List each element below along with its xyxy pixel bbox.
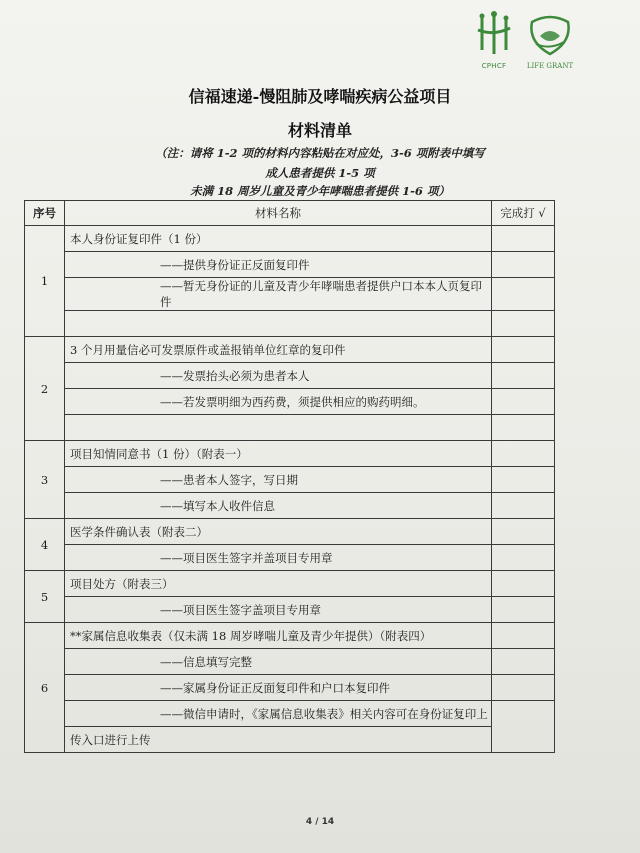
cphcf-logo-caption: CPHCF bbox=[481, 62, 507, 70]
item-sub-text: ——暂无身份证的儿童及青少年哮喘患者提供户口本本人页复印件 bbox=[65, 278, 492, 311]
spacer-cell bbox=[65, 311, 492, 337]
check-cell[interactable] bbox=[492, 649, 555, 675]
document-subtitle: 材料清单 bbox=[287, 121, 352, 140]
materials-table bbox=[24, 200, 555, 753]
life-grant-logo-caption: LIFE GRANT bbox=[526, 62, 574, 70]
note-line-2: 成人患者提供 1-5 项 bbox=[265, 166, 375, 180]
table-row bbox=[25, 389, 555, 415]
table-row bbox=[25, 278, 555, 311]
note-line-1: （注：请将 1-2 项的材料内容粘贴在对应处，3-6 项附表中填写 bbox=[155, 146, 485, 160]
item-number: 2 bbox=[25, 337, 65, 441]
check-cell[interactable] bbox=[492, 545, 555, 571]
document-title: 信福速递-慢阻肺及哮喘疾病公益项目 bbox=[188, 87, 452, 106]
item-sub-text: ——信息填写完整 bbox=[65, 649, 492, 675]
table-row bbox=[25, 649, 555, 675]
item-number: 1 bbox=[25, 226, 65, 337]
check-cell[interactable] bbox=[492, 571, 555, 597]
item-sub-text: ——患者本人签字，写日期 bbox=[65, 467, 492, 493]
check-cell[interactable] bbox=[492, 363, 555, 389]
item-sub-text: ——项目医生签字盖项目专用章 bbox=[65, 597, 492, 623]
table-row bbox=[25, 675, 555, 701]
table-row bbox=[25, 467, 555, 493]
table-row bbox=[25, 415, 555, 441]
page-number: 4 / 14 bbox=[305, 817, 335, 827]
check-cell[interactable] bbox=[492, 701, 555, 753]
life-grant-logo-icon bbox=[522, 12, 578, 58]
table-row bbox=[25, 571, 555, 597]
table-header-row bbox=[25, 201, 555, 226]
note-line-3: 未满 18 周岁儿童及青少年哮喘患者提供 1-6 项） bbox=[190, 184, 450, 198]
item-number: 4 bbox=[25, 519, 65, 571]
check-cell[interactable] bbox=[492, 226, 555, 252]
table-row bbox=[25, 727, 555, 753]
life-grant-logo bbox=[522, 12, 578, 70]
item-sub-text: ——发票抬头必须为患者本人 bbox=[65, 363, 492, 389]
check-cell[interactable] bbox=[492, 467, 555, 493]
header-check: 完成打 √ bbox=[492, 201, 555, 226]
table-row bbox=[25, 363, 555, 389]
item-main-text: **家属信息收集表（仅未满 18 周岁哮喘儿童及青少年提供）（附表四） bbox=[65, 623, 492, 649]
item-sub-text: ——提供身份证正反面复印件 bbox=[65, 252, 492, 278]
table-row bbox=[25, 311, 555, 337]
table-row bbox=[25, 226, 555, 252]
check-cell[interactable] bbox=[492, 278, 555, 311]
header-name: 材料名称 bbox=[65, 201, 492, 226]
table-row bbox=[25, 493, 555, 519]
check-cell[interactable] bbox=[492, 415, 555, 441]
item-number: 3 bbox=[25, 441, 65, 519]
spacer-cell bbox=[65, 415, 492, 441]
header-index: 序号 bbox=[25, 201, 65, 226]
check-cell[interactable] bbox=[492, 337, 555, 363]
table-row bbox=[25, 701, 555, 727]
check-cell[interactable] bbox=[492, 493, 555, 519]
check-cell[interactable] bbox=[492, 623, 555, 649]
item-main-text: 本人身份证复印件（1 份） bbox=[65, 226, 492, 252]
table-row bbox=[25, 441, 555, 467]
table-row bbox=[25, 545, 555, 571]
check-cell[interactable] bbox=[492, 441, 555, 467]
table-row bbox=[25, 623, 555, 649]
cphcf-logo-icon bbox=[472, 10, 516, 56]
check-cell[interactable] bbox=[492, 252, 555, 278]
item-main-text: 项目知情同意书（1 份）（附表一） bbox=[65, 441, 492, 467]
check-cell[interactable] bbox=[492, 311, 555, 337]
item-sub-text: ——项目医生签字并盖项目专用章 bbox=[65, 545, 492, 571]
item-main-text: 项目处方（附表三） bbox=[65, 571, 492, 597]
item-sub-text: ——若发票明细为西药费，须提供相应的购药明细。 bbox=[65, 389, 492, 415]
item-sub-text: ——家属身份证正反面复印件和户口本复印件 bbox=[65, 675, 492, 701]
table-row bbox=[25, 252, 555, 278]
item-number: 6 bbox=[25, 623, 65, 753]
table-row bbox=[25, 337, 555, 363]
item-main-text: 3 个月用量信必可发票原件或盖报销单位红章的复印件 bbox=[65, 337, 492, 363]
table-row bbox=[25, 519, 555, 545]
table-row bbox=[25, 597, 555, 623]
cphcf-logo bbox=[472, 10, 516, 72]
check-cell[interactable] bbox=[492, 597, 555, 623]
check-cell[interactable] bbox=[492, 675, 555, 701]
check-cell[interactable] bbox=[492, 389, 555, 415]
item-sub-text-continued: 传入口进行上传 bbox=[65, 727, 492, 753]
item-sub-text: ——微信申请时，《家属信息收集表》相关内容可在身份证复印上 bbox=[65, 701, 492, 727]
check-cell[interactable] bbox=[492, 519, 555, 545]
item-number: 5 bbox=[25, 571, 65, 623]
item-sub-text: ——填写本人收件信息 bbox=[65, 493, 492, 519]
item-main-text: 医学条件确认表（附表二） bbox=[65, 519, 492, 545]
